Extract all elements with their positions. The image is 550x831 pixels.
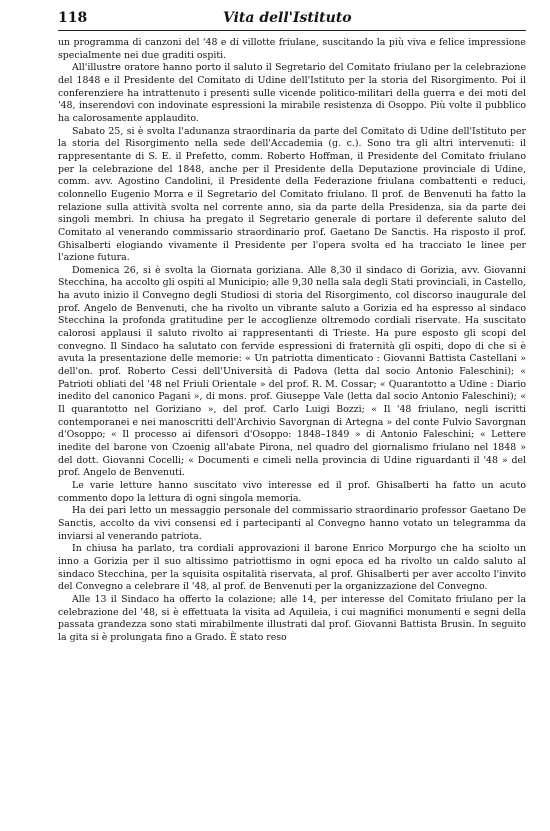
paragraph-continuation: un programma di canzoni del '48 e di villotte friulane, suscitando la più viva e felice impressione specialmente nei due graditi ospiti. (58, 37, 526, 61)
paragraph-oratore: All'illustre oratore hanno porto il saluto il Segretario del Comitato friulano per la celebrazione del 1848 e il Presidente del Comitato di Udine dell'Istituto per la storia del Risorgimento. Poi il conferenziere ha intrattenuto i presenti sulle vicende politico-militari della guerra e dei moti del '48, inserendovi con indovinate espressioni la mirabile resistenza di Osoppo. Più volte il pubblico ha calorosamente applaudito. (58, 62, 526, 124)
paragraph-domenica: Domenica 26, si è svolta la Giornata goriziana. Alle 8,30 il sindaco di Gorizia, avv. Giovanni Stecchina, ha accolto gli ospiti al Municipio; alle 9,30 nella sala degli Stati provinciali, in Castello, ha avuto inizio il Convegno degli Studiosi di storia del Risorgimento, col discorso inaugurale del prof. Angelo de Benvenuti, che ha rivolto un vibrante saluto a Gorizia ed ha espresso al sindaco Stecchina la profonda gratitudine per le accoglienze oltremodo cordiali riservate. Ha suscitato calorosi applausi il saluto rivolto ai rappresentanti di Trieste. Ha pure esposto gli scopi del convegno. Il Sindaco ha salutato con fervide espressioni di fraternità gli ospiti, dopo di che si è avuta la presentazione delle memorie: « Un patriotta dimenticato : Giovanni Battista Castellani » dell'on. prof. Roberto Cessi dell'Università di Padova (letta dal socio Antonio Faleschini); « Patrioti obliati del '48 nel Friuli Orientale » del prof. R. M. Cossar; « Quarantotto a Udine : Diario inedito del canonico Pagani », di mons. prof. Giuseppe Vale (letta dal socio Antonio Faleschini); « Il quarantotto nel Goriziano », del prof. Carlo Luigi Bozzi; « Il '48 friulano, negli iscritti contemporanei e nei manoscritti dell'Archivio Savorgnan di Artegna » del conte Fulvio Savorgnan d'Osoppo; « Il processo ai difensori d'Osoppo: 1848–1849 » di Antonio Faleschini; « Lettere inedite del barone von Czoenig all'abate Pirona, nel quadro del giornalismo friulano nel 1848 » del dott. Giovanni Cocelli; « Documenti e cimeli nella provincia di Udine riguardanti il '48 » del prof. Angelo de Benvenuti. (58, 264, 526, 479)
page-number: 118 (58, 10, 88, 26)
paragraph-chiusa: In chiusa ha parlato, tra cordiali approvazioni il barone Enrico Morpurgo che ha sciolto un inno a Gorizia per il suo altissimo patriottismo in ogni epoca ed ha rivolto un caldo saluto al sindaco Stecchina, per la squisita ospitalità riservata, al prof. Ghisalberti per aver accolto l'invito del Convegno a celebrare il '48, al prof. de Benvenuti per la organizzazione del Convegno. (58, 543, 526, 593)
page-header (58, 8, 526, 31)
paragraph-sabato: Sabato 25, si è svolta l'adunanza straordinaria da parte del Comitato di Udine dell'Istituto per la storia del Risorgimento nella sede dell'Accademia (g. c.). Sono tra gli altri intervenuti: il rappresentante di S. E. il Prefetto, comm. Roberto Hoffman, il Presidente del Comitato friulano per la celebrazione del 1848, anche per il Presidente della Deputazione provinciale di Udine, comm. avv. Agostino Candolini, il Presidente della Federazione friulana combattenti e reduci, colonnello Eugenio Morra e il Segretario del Comitato friulano. Il prof. de Benvenuti ha fatto la relazione sulla attività svolta nel corrente anno, sia da parte della Presidenza, sia da parte dei singoli membri. In chiusa ha pregato il Segretario generale di portare il deferente saluto del Comitato al venerando commissario straordinario prof. Gaetano De Sanctis. Ha risposto il prof. Ghisalberti elogiando vivamente il Presidente per l'opera svolta ed ha tracciato le linee per l'azione futura. (58, 125, 526, 264)
body-text (58, 37, 526, 645)
paragraph-letture: Le varie letture hanno suscitato vivo interesse ed il prof. Ghisalberti ha fatto un acuto commento dopo la lettura di ogni singola memoria. (58, 479, 526, 504)
paragraph-colazione: Alle 13 il Sindaco ha offerto la colazione; alle 14, per interesse del Comitato friulano per la celebrazione del '48, si è effettuata la visita ad Aquileia, i cui magnifici monumenti e segni della passata grandezza sono stati mirabilmente illustrati dal prof. Giovanni Battista Brusin. In seguito la gita si è prolungata fino a Grado. È stato reso (58, 593, 526, 643)
paragraph-messaggio: Ha dei pari letto un messaggio personale del commissario straordinario professor Gaetano De Sanctis, accolto da vivi consensi ed i partecipanti al Convegno hanno votato un telegramma da inviarsi al venerando patriota. (58, 505, 526, 542)
running-title: Vita dell'Istituto (223, 10, 352, 26)
